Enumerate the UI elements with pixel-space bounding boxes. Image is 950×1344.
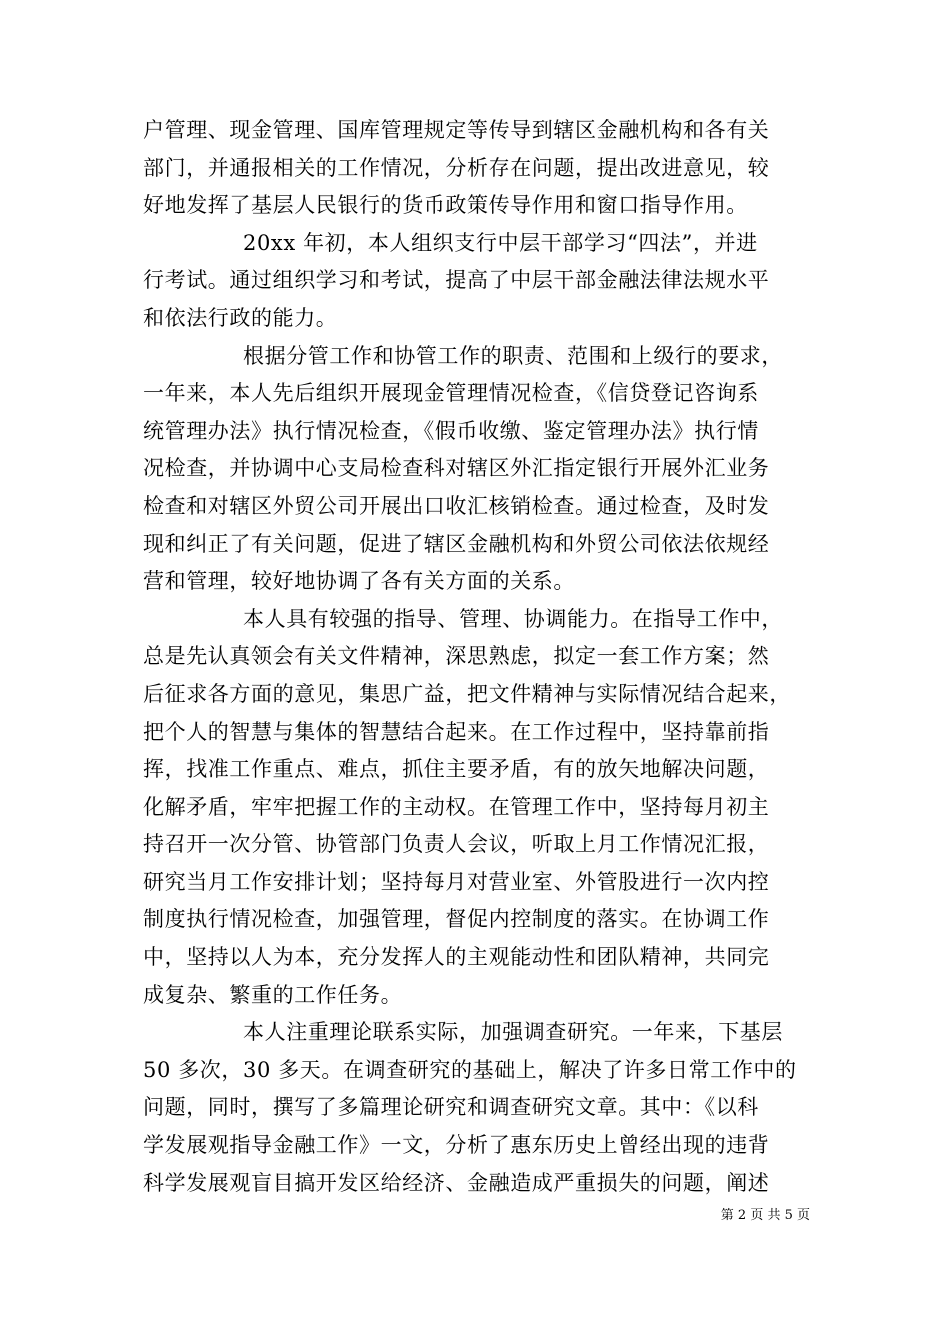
text-line: 把个人的智慧与集体的智慧结合起来。在工作过程中，坚持靠前指 (143, 719, 770, 744)
text-line: 50 多次，30 多天。在调查研究的基础上，解决了许多日常工作中的 (143, 1057, 797, 1082)
text-line: 和依法行政的能力。 (143, 305, 338, 330)
text-line: 问题，同时，撰写了多篇理论研究和调查研究文章。其中：《以科 (143, 1095, 759, 1120)
text-line: 况检查，并协调中心支局检查科对辖区外汇指定银行开展外汇业务 (143, 456, 770, 481)
text-line: 检查和对辖区外贸公司开展出口收汇核销检查。通过检查，及时发 (143, 493, 770, 518)
text-line: 制度执行情况检查，加强管理，督促内控制度的落实。在协调工作 (143, 907, 770, 932)
text-line: 科学发展观盲目搞开发区给经济、金融造成严重损失的问题，阐述 (143, 1170, 770, 1195)
text-line: 统管理办法》执行情况检查，《假币收缴、鉴定管理办法》执行情 (143, 418, 759, 443)
page-number-footer: 第 2 页 共 5 页 (720, 1208, 810, 1223)
paragraph-first-line: 本人具有较强的指导、管理、协调能力。在指导工作中， (243, 606, 783, 631)
body-text (143, 112, 809, 1202)
text-line: 行考试。通过组织学习和考试，提高了中层干部金融法律法规水平 (143, 268, 770, 293)
text-line: 好地发挥了基层人民银行的货币政策传导作用和窗口指导作用。 (143, 193, 748, 218)
text-line: 部门，并通报相关的工作情况，分析存在问题，提出改进意见，较 (143, 155, 770, 180)
text-line: 成复杂、繁重的工作任务。 (143, 982, 403, 1007)
text-line: 一年来，本人先后组织开展现金管理情况检查，《信贷登记咨询系 (143, 381, 759, 406)
text-line: 挥，找准工作重点、难点，抓住主要矛盾，有的放矢地解决问题， (143, 757, 770, 782)
text-line: 现和纠正了有关问题，促进了辖区金融机构和外贸公司依法依规经 (143, 531, 770, 556)
paragraph-first-line: 本人注重理论联系实际，加强调查研究。一年来，下基层 (243, 1020, 783, 1045)
text-line: 户管理、现金管理、国库管理规定等传导到辖区金融机构和各有关 (143, 118, 770, 142)
text-line: 研究当月工作安排计划；坚持每月对营业室、外管股进行一次内控 (143, 869, 770, 894)
text-line: 中，坚持以人为本，充分发挥人的主观能动性和团队精神，共同完 (143, 945, 770, 970)
paragraph-first-line: 20xx 年初，本人组织支行中层干部学习“四法”，并进 (243, 230, 758, 255)
paragraph-first-line: 根据分管工作和协管工作的职责、范围和上级行的要求， (243, 343, 783, 368)
text-line: 化解矛盾，牢牢把握工作的主动权。在管理工作中，坚持每月初主 (143, 794, 770, 819)
text-line: 学发展观指导金融工作》一文，分析了惠东历史上曾经出现的违背 (143, 1133, 770, 1158)
text-line: 总是先认真领会有关文件精神，深思熟虑，拟定一套工作方案；然 (143, 644, 770, 669)
text-line: 后征求各方面的意见，集思广益，把文件精神与实际情况结合起来， (143, 681, 791, 706)
text-line: 持召开一次分管、协管部门负责人会议，听取上月工作情况汇报， (143, 832, 770, 857)
text-line: 营和管理，较好地协调了各有关方面的关系。 (143, 569, 575, 594)
